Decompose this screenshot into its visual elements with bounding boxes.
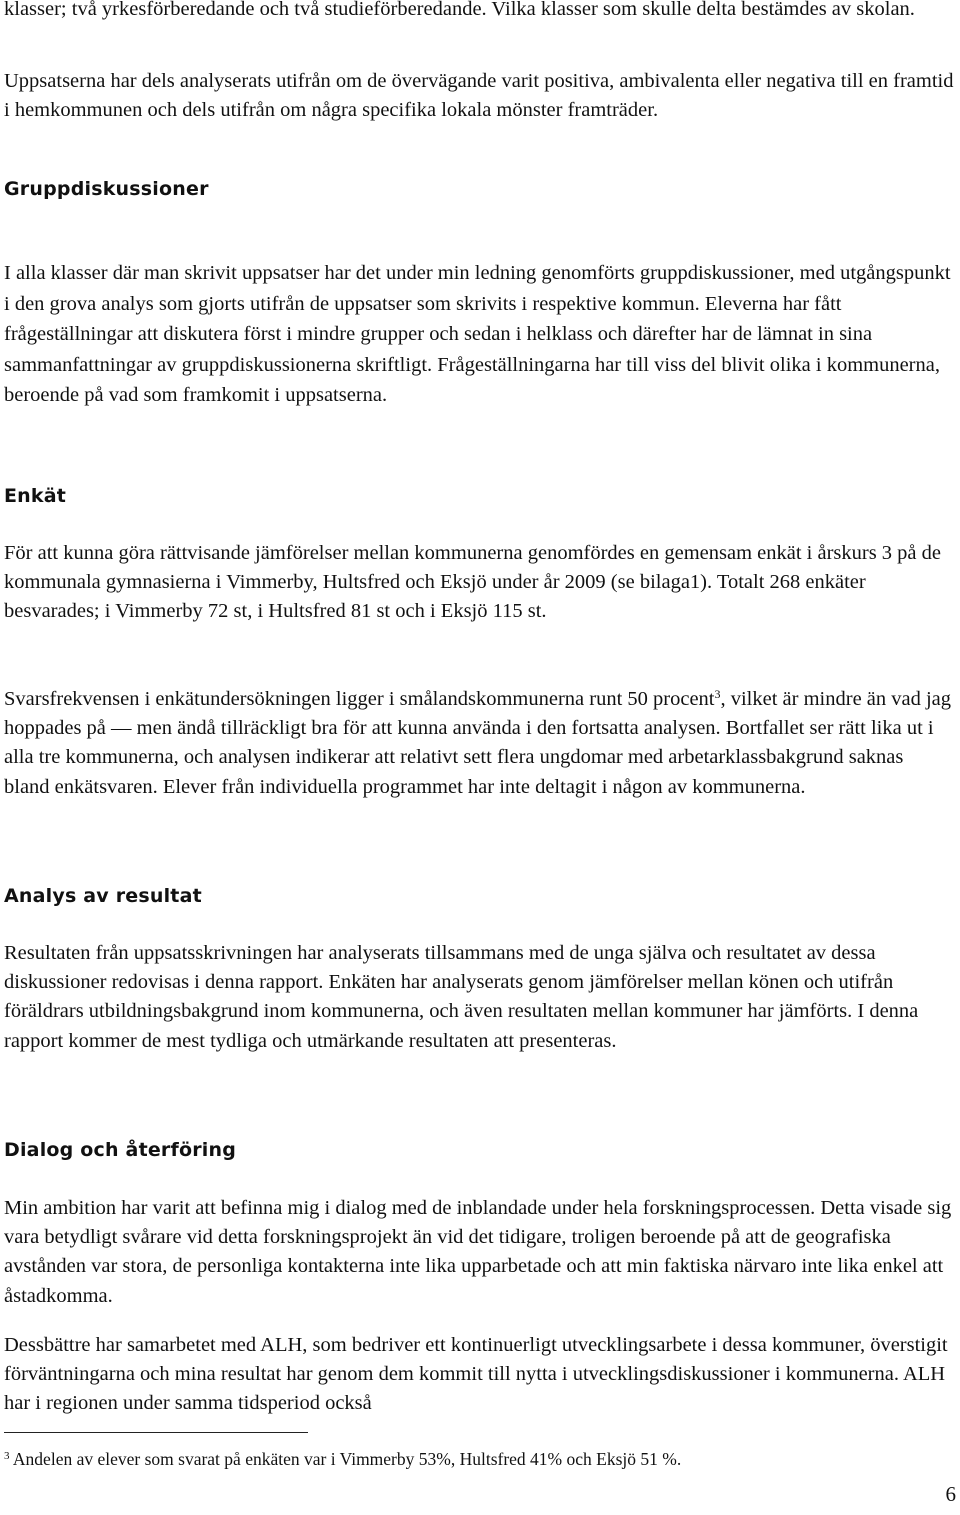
dialog-paragraph-1: Min ambition har varit att befinna mig i dialog med de inblandade under hela forskningsprocessen. Detta visade sig vara betydligt svårare vid detta forskningsprojekt än vid det tidigare, troligen beroende på att de geografiska avstånden var stora, de personliga kontakterna inte lika upparbetade och att min faktiska närvaro inte lika enkel att åstadkomma. — [4, 1197, 952, 1307]
enkat-paragraph-2-end: , vilket är mindre än vad jag hoppades på — men ändå tillräckligt bra för att kunna använda i den fortsatta analysen. Bortfallet ser rätt lika ut i alla tre kommunerna, och analysen indikerar att relativt sett flera ungdomar med arbetarklassbakgrund saknas bland enkätsvaren. Elever från individuella programmet har inte deltagit i någon av kommunerna. — [4, 688, 952, 798]
heading-dialog-och-aterforing: Dialog och återföring — [4, 1139, 237, 1161]
enkat-paragraph-1: För att kunna göra rättvisande jämförelser mellan kommunerna genomfördes en gemensam enkät i årskurs 3 på de kommunala gymnasierna i Vimmerby, Hultsfred och Eksjö under år 2009 (se bilaga1). Totalt 268 enkäter besvarades; i Vimmerby 72 st, i Hultsfred 81 st och i Eksjö 115 st. — [4, 542, 942, 623]
dialog-paragraph-2: Dessbättre har samarbetet med ALH, som bedriver ett kontinuerligt utvecklingsarbete i dessa kommuner, överstigit förväntningarna och mina resultat har genom dem kommit till nytta i utvecklingsdiskussioner i kommunerna. ALH har i regionen under samma tidsperiod också — [4, 1334, 948, 1415]
heading-enkat: Enkät — [4, 485, 67, 507]
footnote-reference[interactable]: 3 — [714, 687, 721, 701]
footnote-text: Andelen av elever som svarat på enkäten var i Vimmerby 53%, Hultsfred 41% och Eksjö 51 %. — [12, 1449, 682, 1469]
heading-analys-av-resultat: Analys av resultat — [4, 885, 202, 907]
gruppdiskussioner-paragraph: I alla klasser där man skrivit uppsatser har det under min ledning genomförts gruppdiskussioner, med utgångspunkt i den grova analys som gjorts utifrån de uppsatser som skrivits i respektive kommun. Eleverna har fått frågeställningar att diskutera först i mindre grupper och sedan i helklass och därefter har de lämnat in sina sammanfattningar av gruppdiskussionerna skriftligt. Frågeställningarna har till viss del blivit olika i kommunerna, beroende på vad som framkomit i uppsatserna. — [4, 262, 951, 406]
footnote-number: 3 — [4, 1450, 10, 1462]
footnote-separator — [4, 1432, 308, 1433]
page-number: 6 — [945, 1482, 956, 1506]
analys-paragraph: Resultaten från uppsatsskrivningen har analyserats tillsammans med de unga själva och resultatet av dessa diskussioner redovisas i denna rapport. Enkäten har analyserats genom jämförelser mellan könen och utifrån föräldrars utbildningsbakgrund inom kommunerna, och även resultaten mellan kommuner har jämförts. I denna rapport kommer de mest tydliga och utmärkande resultaten att presenteras. — [4, 942, 919, 1052]
analysis-paragraph: Uppsatserna har dels analyserats utifrån om de övervägande varit positiva, ambivalenta eller negativa till en framtid i hemkommunen och dels utifrån om några specifika lokala mönster framträder. — [4, 70, 954, 122]
enkat-paragraph-2 — [4, 685, 954, 802]
heading-gruppdiskussioner: Gruppdiskussioner — [4, 178, 209, 200]
intro-paragraph: klasser; två yrkesförberedande och två studieförberedande. Vilka klasser som skulle delta bestämdes av skolan. — [4, 0, 915, 20]
footnote — [4, 1448, 954, 1470]
enkat-paragraph-2-start: Svarsfrekvensen i enkätundersökningen ligger i smålandskommunerna runt 50 procent — [4, 688, 715, 710]
